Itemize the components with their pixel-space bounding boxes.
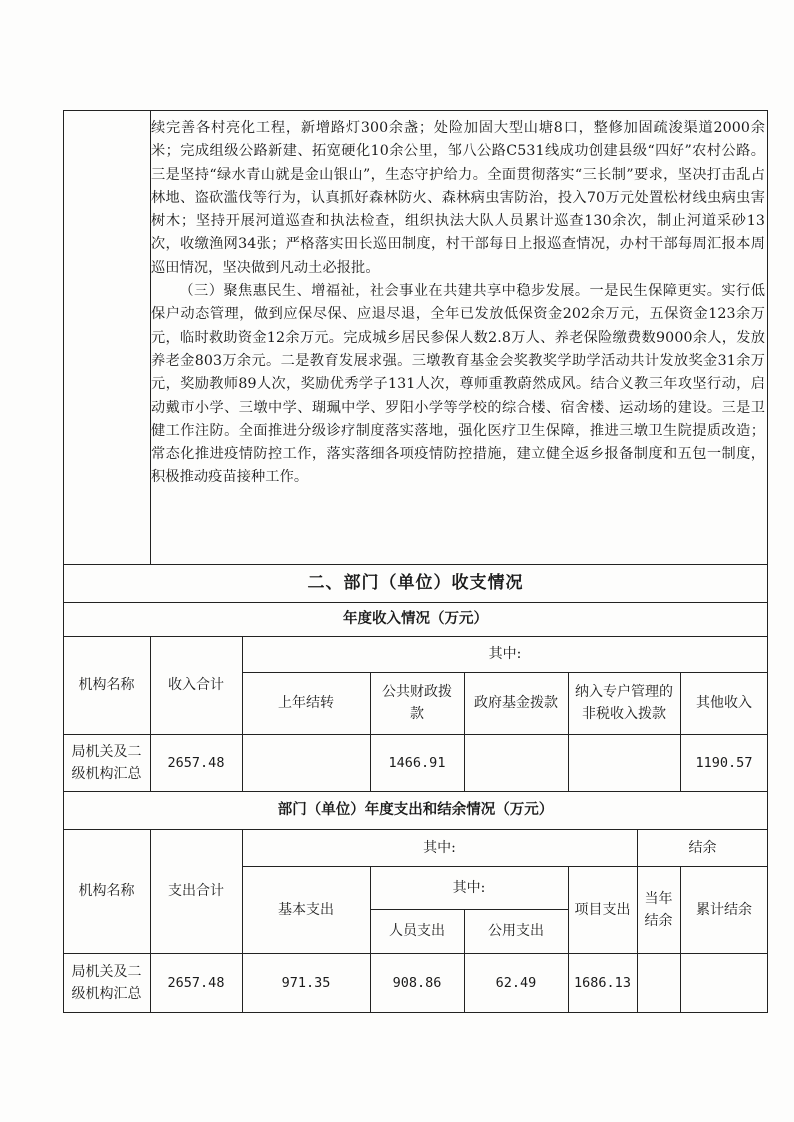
income-row-gov-fund <box>464 734 568 791</box>
narrative-paragraph-1: 续完善各村亮化工程，新增路灯300余盏；处险加固大型山塘8口，整修加固疏浚渠道2000余米；完成组级公路新建、拓宽硬化10余公里，邹八公路C531线成功创建县级“四好”农村公路。三是坚持“绿水青山就是金山银山”，生态守护给力。全面贯彻落实“三长制”要求，坚决打击乱占林地、盗砍滥伐等行为，认真抓好森林防火、森林病虫害防治，投入70万元处置松材线虫病虫害树木；坚持开展河道巡查和执法检查，组织执法大队人员累计巡查130余次，制止河道采砂13次，收缴渔网34张；严格落实田长巡田制度，村干部每日上报巡查情况，办村干部每周汇报本周巡田情况，坚决做到凡动土必报批。 <box>151 120 765 276</box>
income-table-title: 年度收入情况（万元） <box>343 611 488 627</box>
income-row-other: 1190.57 <box>695 754 753 771</box>
expense-row-basic: 971.35 <box>281 975 331 991</box>
expense-table-title: 部门（单位）年度支出和结余情况（万元） <box>277 802 554 818</box>
income-header-among: 其中: <box>488 646 522 662</box>
expense-row-cumulative <box>680 953 768 1013</box>
income-header-gov-fund: 政府基金拨款 <box>474 695 558 711</box>
income-header-total: 收入合计 <box>168 677 224 693</box>
expense-header-cumulative: 累计结余 <box>696 901 752 918</box>
expense-row-personnel: 908.86 <box>392 975 442 991</box>
expense-header-org: 机构名称 <box>78 883 135 899</box>
narrative-paragraph-2: （三）聚焦惠民生、增福祉，社会事业在共建共享中稳步发展。一是民生保障更实。实行低保户动态管理，做到应保尽保、应退尽退，全年已发放低保资金202余万元，五保资金123余万元，临时救助资金12余万元。完成城乡居民参保人数2.8万人、养老保险缴费数9000余人，发放养老金803万余元。二是教育发展求强。三墩教育基金会奖教奖学助学活动共计发放奖金31余万元，奖励教师89人次，奖励优秀学子131人次，尊师重教蔚然成风。结合义教三年攻坚行动，启动戴市小学、三墩中学、瑚珮中学、罗阳小学等学校的综合楼、宿舍楼、运动场的建设。三是卫健工作注防。全面推进分级诊疗制度落实落地，强化医疗卫生保障，推进三墩卫生院提质改造；常态化推进疫情防控工作，落实落细各项疫情防控措施，建立健全返乡报备制度和五包一制度，积极推动疫苗接种工作。 <box>151 283 765 486</box>
expense-row-current-year <box>637 953 680 1013</box>
income-row-org: 局机关及二级机构汇总 <box>71 743 142 782</box>
expense-header-public-use: 公用支出 <box>488 923 544 939</box>
expense-header-total: 支出合计 <box>168 883 224 899</box>
section-title: 二、部门（单位）收支情况 <box>307 573 524 593</box>
income-header-org: 机构名称 <box>78 677 135 693</box>
income-header-other: 其他收入 <box>696 695 752 711</box>
expense-header-among2: 其中: <box>452 879 486 896</box>
income-row-total: 2657.48 <box>167 754 225 771</box>
expense-header-basic: 基本支出 <box>278 901 334 918</box>
expense-header-project: 项目支出 <box>574 901 631 918</box>
expense-row-total: 2657.48 <box>167 975 225 991</box>
expense-header-surplus: 结余 <box>688 839 717 856</box>
income-row-special-account <box>568 734 680 791</box>
expense-row-public-use: 62.49 <box>495 975 537 991</box>
expense-row-project: 1686.13 <box>574 975 631 991</box>
expense-header-current-year: 当年结余 <box>644 890 673 929</box>
expense-row-org: 局机关及二级机构汇总 <box>71 964 142 1002</box>
narrative-block <box>151 117 765 490</box>
income-header-carryover: 上年结转 <box>278 695 334 711</box>
income-header-public-budget: 公共财政拨款 <box>382 684 452 722</box>
income-row-carryover <box>242 734 370 791</box>
expense-header-personnel: 人员支出 <box>389 923 445 939</box>
income-row-public-budget: 1466.91 <box>388 754 446 771</box>
income-header-special-account: 纳入专户管理的非税收入拨款 <box>575 684 673 722</box>
expense-header-among: 其中: <box>423 839 456 856</box>
